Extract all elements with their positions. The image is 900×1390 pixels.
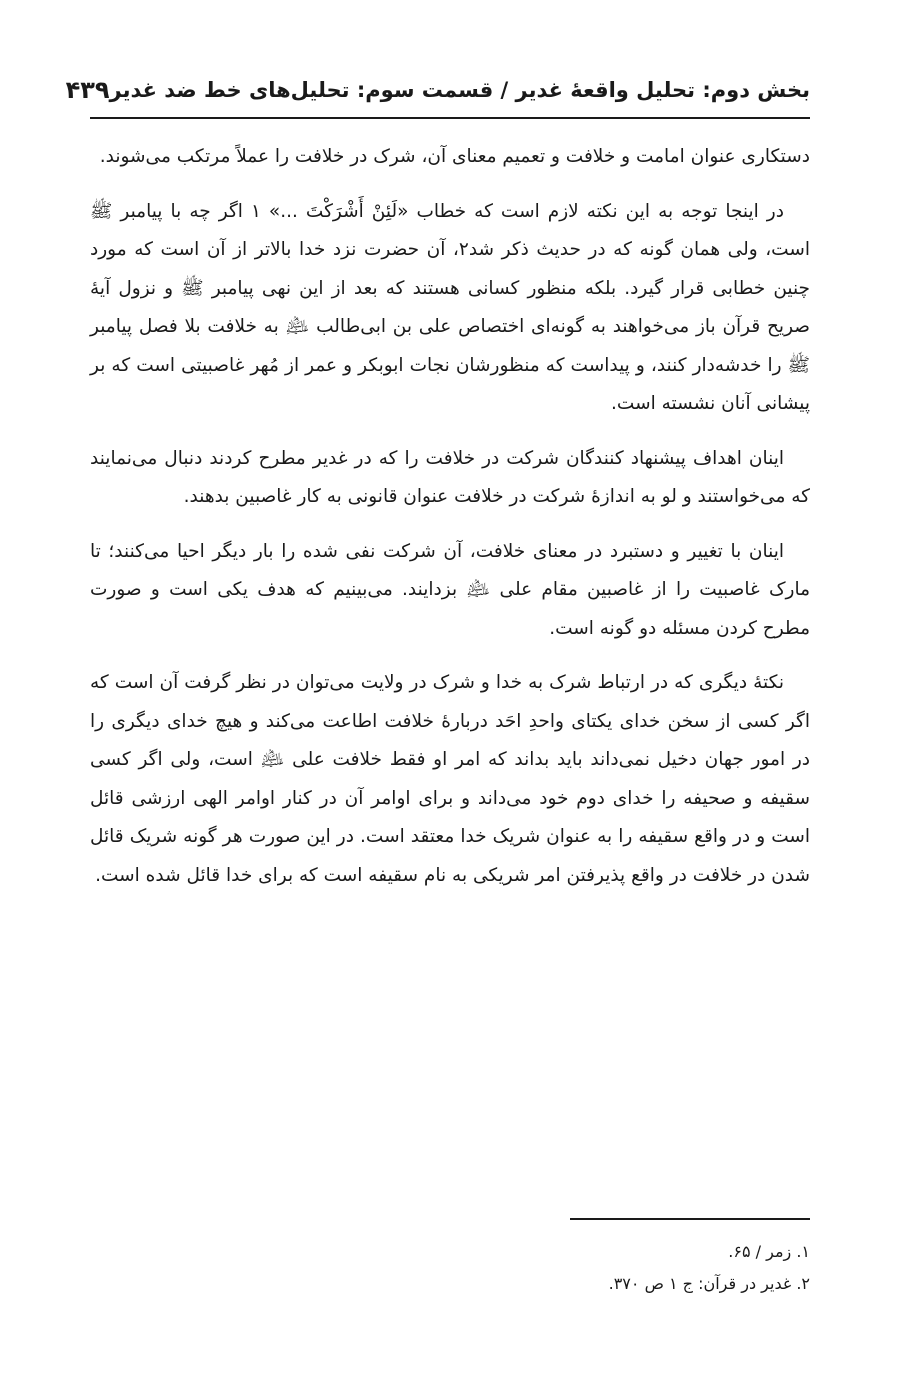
paragraph-3: اینان اهداف پیشنهاد کنندگان شرکت در خلافت را که در غدیر مطرح کردند دنبال می‌نمایند که می‌خواستند و لو به اندازهٔ شرکت در خلافت عنوان قانونی به کار غاصبین بدهند. xyxy=(90,447,810,507)
footnote-divider xyxy=(570,1218,810,1220)
paragraph-1: دستکاری عنوان امامت و خلافت و تعمیم معنای آن، شرک در خلافت را عملاً مرتکب می‌شوند. xyxy=(99,146,810,167)
footnote-1: ۱. زمر / ۶۵. xyxy=(728,1242,810,1261)
paragraph-4: اینان با تغییر و دستبرد در معنای خلافت، آن شرکت نفی شده را بار دیگر احیا می‌کنند؛ تا مارک غاصبیت را از غاصبین مقام علی ﵇ بزدایند. می‌بینیم که هدف یکی است و صورت مطرح کردن مسئله دو گونه است. xyxy=(90,540,810,639)
book-page xyxy=(65,0,810,1390)
paragraph-2: در اینجا توجه به این نکته لازم است که خطاب «لَئِنْ أَشْرَكْتَ ...» ۱ اگر چه با پیامبر ﷺ است، ولی همان گونه که در حدیث ذکر شد۲، آن حضرت نزد خدا بالاتر از آن است که مورد چنین خطابی قرار گیرد. بلکه منظور کسانی هستند که بعد از این نهی پیامبر ﷺ و نزول آیهٔ صریح قرآن باز می‌خواهند به گونه‌ای اختصاص علی بن ابی‌طالب ﵇ به خلافت بلا فصل پیامبر ﷺ را خدشه‌دار کنند، و پیداست که منظورشان نجات ابوبکر و عمر از مُهر غاصبیتی است که بر پیشانی آنان نشسته است. xyxy=(90,200,810,414)
paragraph-5: نکتهٔ دیگری که در ارتباط شرک به خدا و شرک در ولایت می‌توان در نظر گرفت آن است که اگر کسی از سخن خدای یکتای واحدِ احَد دربارهٔ خلافت اطاعت می‌کند و هیچ خدای دیگری را در امور جهان دخیل نمی‌داند باید بداند که امر او فقط خلافت علی ﵇ است، ولی اگر کسی سقیفه و صحیفه را خدای دوم خود می‌داند و برای اوامر آن در کنار اوامر الهی ارزشی قائل است و در واقع سقیفه را به عنوان شریک خدا معتقد است. در این صورت هر گونه شریک قائل شدن در خلافت در واقع پذیرفتن امر شریکی به نام سقیفه است که برای خدا قائل شده است. xyxy=(90,672,810,886)
footnotes xyxy=(90,1236,810,1300)
page-number: ۴۳۹ xyxy=(65,76,110,104)
main-text xyxy=(90,138,810,911)
running-header xyxy=(65,68,810,112)
running-header-title: بخش دوم: تحلیل واقعهٔ غدیر / قسمت سوم: تحلیل‌های خط ضد غدیر xyxy=(109,78,810,102)
footnote-2: ۲. غدیر در قرآن: ج ۱ ص ۳۷۰. xyxy=(608,1274,810,1293)
header-divider xyxy=(90,117,810,119)
